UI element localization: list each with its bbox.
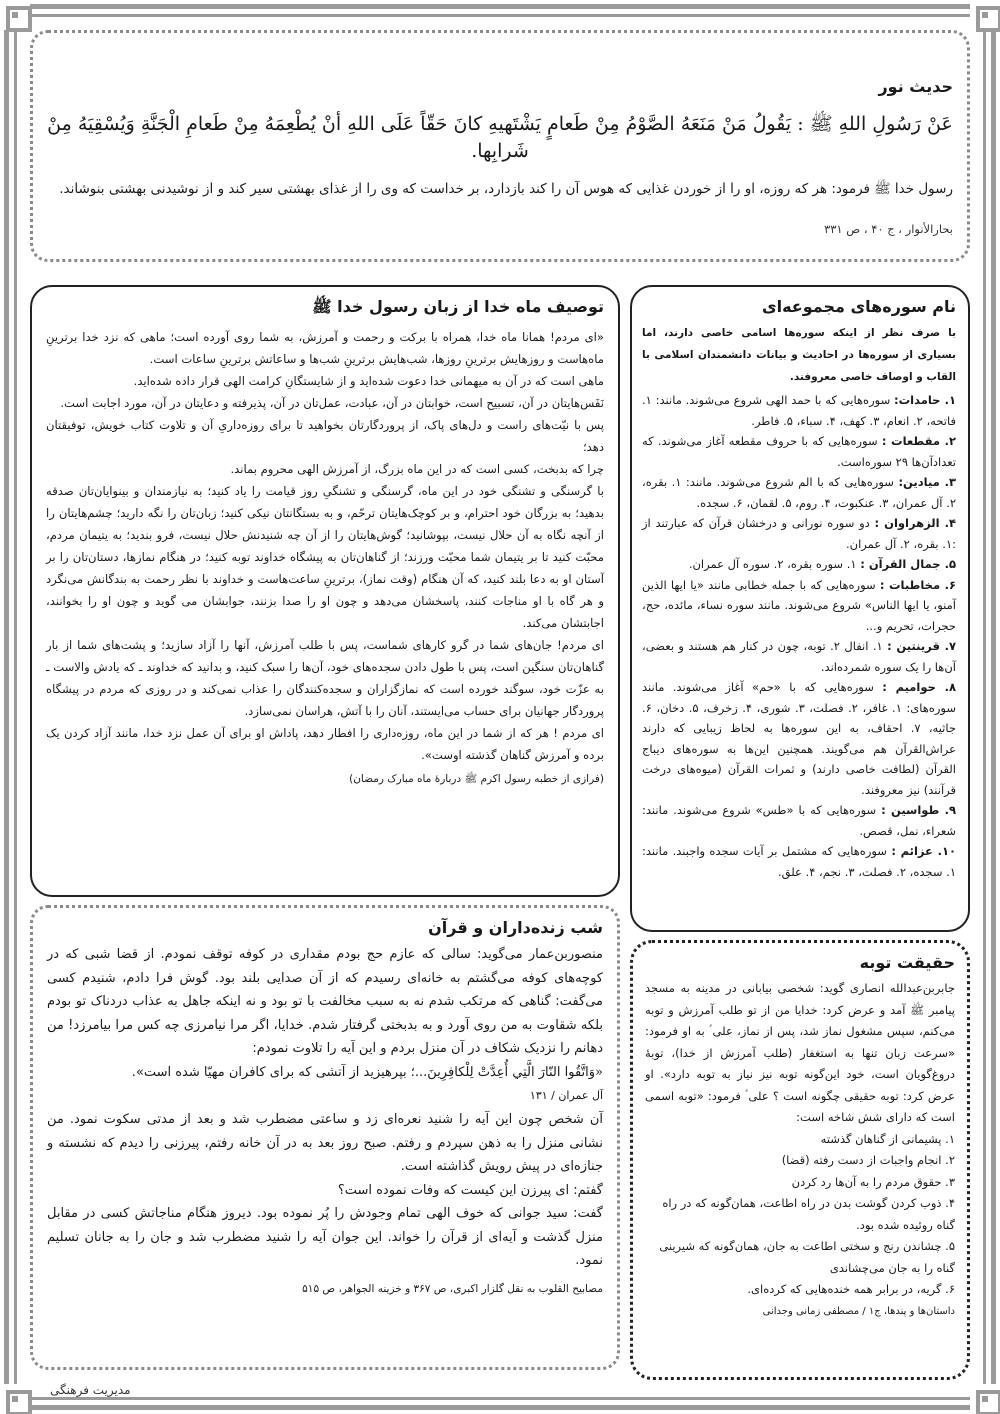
- surah-item-text: ۱. انفال ۲. توبه، چون در کنار هم هستند و بعضی، آن‌ها را یک سوره شمرده‌اند.: [642, 639, 956, 674]
- ramadan-description-section: [30, 285, 620, 897]
- night-vigil-paragraph: آن شخص چون این آیه را شنید نعره‌ای زد و ساعتی مضطرب شد و بعد از مدتی سکوت نمود. من نشانی منزل را به ذهن سپردم و رفتم. صبح روز بعد به در آن خانه رفتم، پیرزنی را دیدم که نشسته و جنازه‌ای در پیش رویش گذاشته است.: [47, 1112, 603, 1174]
- surah-names-intro: با صرف نظر از اینکه سوره‌ها اسامی خاصی دارند، اما بسیاری از سوره‌ها در احادیث و بیانات دانشمندان اسلامی با القاب و اوصاف خاصی معروفند.: [642, 327, 956, 383]
- surah-item-label: ۱. حامدات:: [894, 393, 956, 407]
- surah-item-label: ۹. طواسین :: [881, 803, 957, 817]
- night-vigil-paragraph: منصوربن‌عمار می‌گوید: سالی که عازم حج بودم مقداری در کوفه توقف نمودم. از قضا شبی که در کوچه‌های کوفه می‌گشتم به خانه‌ای رسیدم که از آن صدایی بلند بود. گوش فرا دادم، شنیدم کسی می‌گفت: گناهی که مرتکب شدم نه به سبب مخالفت با تو بود و نه اینکه جاهل به عذاب دردناک تو بودم بلکه شقاوت به من روی آورد و به بدبختی گرفتار شدم. خدایا، اگر مرا نیامرزی چه کس مرا بیامرزد! من دهانم را نزدیک شکاف در آن منزل بردم و این آیه را تلاوت نمودم:: [47, 947, 603, 1056]
- hadith-title: حدیث نور: [878, 77, 953, 96]
- surah-list-item: [642, 575, 956, 637]
- hadith-section: [30, 30, 970, 262]
- surah-names-section: [630, 285, 970, 932]
- surah-list-item: [642, 390, 956, 431]
- quran-verse-arabic: «وَاتَّقُوا النّارَ الَّتِي أُعِدَّتْ لِلْكافِرِينَ...؛: [410, 1064, 603, 1080]
- night-vigil-paragraph: گفتم: ای پیرزن این کیست که وفات نموده است؟: [337, 1182, 603, 1198]
- surah-list-item: [642, 472, 956, 513]
- surah-item-text: سوره‌هایی که مشتمل بر آیات سجده واجبند. مانند: ۱. سجده، ۲. فصلت، ۳. نجم، ۴. علق.: [642, 844, 956, 879]
- corner-ornament-icon: [970, 1384, 1000, 1414]
- surah-list-item: [642, 677, 956, 800]
- surah-item-label: ۳. میادین:: [898, 475, 956, 489]
- corner-ornament-icon: [0, 1384, 30, 1414]
- corner-ornament-icon: [0, 0, 30, 30]
- surah-item-label: ۴. الزهراوان :: [874, 516, 957, 530]
- tawbah-source: داستان‌ها و پندها، ج۱ / مصطفی زمانی وجدانی: [762, 1305, 955, 1317]
- surah-list-item: [642, 513, 956, 554]
- surah-list-item: [642, 841, 956, 882]
- surah-item-text: دو سوره نورانی و درخشان قرآن که عبارتند از :۱. بقره، ۲. آل عمران.: [642, 516, 956, 551]
- surah-item-text: سوره‌هایی که با حمد الهی شروع می‌شوند. مانند: ۱. فاتحه، ۲. انعام، ۳. کهف، ۴. سباء، ۵. فاطر.: [642, 393, 956, 428]
- surah-item-text: سوره‌هایی که با «حم» آغاز می‌شوند. مانند سوره‌های: ۱. غافر، ۲. فصلت، ۳. شوری، ۴. زخرف، ۵. دخان، ۶. جاثیه، ۷. احقاف، به این سوره‌ها به لحاظ زیبایی که دارند عراش‌القرآن هم می‌گویند. همچنین این‌ها به سوره‌های دیباج القرآن (لطافت خاصی دارند) و ثمرات القرآن (میوه‌های درخت قرآنند) نیز معروفند.: [642, 680, 956, 797]
- tawbah-branch-item: ۴. ذوب کردن گوشت بدن در راه اطاعت، همان‌گونه که در راه گناه روئیده شده بود.: [662, 1196, 955, 1232]
- quran-verse-reference: آل عمران / ۱۳۱: [529, 1089, 603, 1102]
- quran-verse-translation: بپرهیزید از آتشی که برای کافران مهیّا شده است».: [131, 1064, 407, 1080]
- tawbah-branch-item: ۲. انجام واجبات از دست رفته (قضا): [781, 1153, 955, 1167]
- hadith-translation: رسول خدا ﷺ فرمود: هر که روزه، او را از خوردن غذایی که هوس آن را کند بازدارد، بر خداست که وی را از غذای بهشتی سیر کند و از نوشیدنی بهشتی بنوشاند.: [59, 181, 953, 197]
- surah-item-text: سوره‌هایی که با الم شروع می‌شوند. مانند: ۱. بقره، ۲. آل عمران، ۳. عنکبوت، ۴. روم، ۵. لقمان، ۶. سجده.: [642, 475, 956, 510]
- quran-verse: [47, 1061, 603, 1085]
- tawbah-section: [630, 940, 970, 1380]
- surah-item-text: ۱. سوره بقره، ۲. سوره آل عمران.: [688, 557, 857, 571]
- night-vigil-section: [30, 905, 620, 1370]
- surah-list-item: [642, 800, 956, 841]
- tawbah-body: جابربن‌عبدالله انصاری گوید: شخصی بیابانی در مدینه به مسجد پیامبر ﷺ آمد و عرض کرد: خدایا من از تو طلب آمرزش و توبه می‌کنم، سپس مشغول نماز شد، پس از نماز، علی ؑ به او فرمود: «سرعت زبان تنها به استغفار (طلب آمرزش از خدا)، توبهٔ دروغ‌گویان است، خود این‌گونه توبه نیز نیاز به توبه دارد». او عرض کرد: توبه حقیقی چگونه است ؟ علی ؑ فرمود: «توبه اسمی است که دارای شش شاخه است:: [645, 981, 955, 1124]
- tawbah-branch-item: ۶. گریه، در برابر همه خنده‌هایی که کرده‌ای.: [747, 1282, 955, 1296]
- corner-ornament-icon: [970, 0, 1000, 30]
- surah-item-label: ۵. جمال القرآن :: [860, 557, 956, 571]
- night-vigil-paragraph: گفت: سید جوانی که خوف الهی تمام وجودش را پُر نموده بود. دیروز هنگام مناجاتش کسی در مقابل منزل گذشت و آیه‌ای از قرآن را خواند. این جوان آیه را شنید مضطرب شد و جان را به جانان تسلیم نمود.: [47, 1206, 603, 1268]
- surah-item-label: ۷. قرینتین :: [887, 639, 956, 653]
- tawbah-title: حقیقت توبه: [859, 953, 955, 972]
- tawbah-branch-item: ۵. چشاندن رنج و سختی اطاعت به جان، همان‌گونه که شیرینی گناه را به جان می‌چشاندی: [659, 1239, 955, 1275]
- surah-names-title: نام سوره‌های مجموعه‌ای: [761, 297, 956, 316]
- surah-item-label: ۶. مخاطبات :: [879, 577, 956, 592]
- surah-item-label: ۸. حوامیم :: [882, 680, 956, 694]
- ramadan-paragraph: با گرسنگی و تشنگی خود در این ماه، گرسنگی و تشنگیِ روز قیامت را یاد کنید؛ به نیازمندان و بینوایان‌تان صدقه بدهید؛ به بزرگان خود احترام، و بر کوچک‌هایتان ترحّم، و به بستگانتان نیکی کنید؛ زبان‌تان را نگه دارید؛ چشم‌هایتان را از آنچه نگاه به آن حلال نیست، بپوشانید؛ گوش‌هایتان را از آن چه شنیدنش حلال نیست، فرو بندید؛ به یتیمان مردم، محبّت کنید تا بر یتیمان شما محبّت ورزند؛ از گناهان‌تان به پیشگاه خداوند توبه کنید؛ در هنگام نمازها، دستان‌تان را بر آستان او به دعا بلند کنید، که آن هنگام (وقت نماز)، برترینِ ساعت‌هاست و خداوند با نظر رحمت به بندگانش می‌نگرد و هر گاه با او مناجات کنند، پاسخشان می‌دهد و چون او را صدا بزنند، جوابشان می گوید و چون او را بخوانند، اجابتشان می‌کند.: [46, 484, 604, 630]
- tawbah-branch-item: ۳. حقوق مردم را به آن‌ها رد کردن: [791, 1174, 955, 1189]
- hadith-arabic-text: عَنْ رَسُولِ اللهِ ﷺ : يَقُولُ مَنْ مَنَعَهُ الصَّوْمُ مِنْ طَعامٍ يَشْتَهيهِ كانَ حَقّاً عَلَى اللهِ أنْ يُطْعِمَهُ مِنْ طَعامِ الْجَنَّةِ وَيُسْقِيَهُ مِنْ شَرابِها.: [47, 113, 953, 162]
- surah-item-label: ۱۰. عزائم :: [891, 844, 957, 858]
- ramadan-paragraph: چرا که بدبخت، کسی است که در این ماه بزرگ، از آمرزش الهی محروم بماند.: [230, 462, 604, 476]
- ramadan-paragraph: ای مردم ! هر که از شما در این ماه، روزه‌داری را افطار دهد، پاداش او برای آن عمل نزد خدا، مانند آزاد کردن یک برده و آمرزش گناهان گذشته اوست».: [46, 726, 604, 762]
- surah-list-item: [642, 554, 956, 575]
- surah-item-label: ۲. مقطعات :: [881, 434, 956, 448]
- ramadan-source: (فرازی از خطبه رسول اکرم ﷺ دربارهٔ ماه مبارک رمضان): [349, 773, 604, 785]
- surah-list-item: [642, 636, 956, 677]
- ramadan-title: توصیف ماه خدا از زبان رسول خدا ﷺ: [312, 297, 604, 316]
- ramadan-paragraph: ای مردم! جان‌های شما در گرو کارهای شماست، پس با طلب آمرزش، آنها را آزاد سازید؛ و پشت‌های شما از بار گناهان‌تان سنگین است، پس با طول دادن سجده‌های خود، آن‌ها را سبک کنید، و بدانید که خداوند ـ که یادش والاست ـ به عزّت خود، سوگند خورده است که نمازگزاران و سجده‌کنندگان را عذاب نمی‌کند و در روزی که مردم در پیشگاه پروردگار جهانیان برای حساب می‌ایستند، آنان را با آتش، هراسان نمی‌سازد.: [46, 638, 604, 718]
- hadith-source: بحارالأنوار ، ج ۴۰ ، ص ۳۳۱: [824, 222, 953, 236]
- ramadan-paragraph: «ای مردم! همانا ماه خدا، همراه با برکت و رحمت و آمرزش، به شما روی آورده است؛ ماهی که نزد خدا برترینِ ماه‌هاست و روزهایش برترینِ روزها، شب‌هایش برترینِ شب‌ها و ساعاتش برترینِ ساعات است.: [46, 330, 604, 366]
- tawbah-branches-list: [645, 1129, 955, 1301]
- surah-item-text: سوره‌هایی که با جمله خطابی مانند «یا ایها الذین آمنو، یا ایها الناس» شروع می‌شوند. مانند سوره نساء، مائده، حج، حجرات، تحریم و...: [642, 577, 956, 633]
- ramadan-paragraph: پس با نیّت‌های راست و دل‌های پاک، از پروردگارتان بخواهید تا برای روزه‌داریِ آن و تلاوت کتاب خویش، توفیقتان دهد؛: [46, 418, 604, 454]
- night-vigil-title: شب زنده‌داران و قرآن: [428, 918, 603, 937]
- night-vigil-source: مصابیح القلوب به نقل گلزار اکبری، ص ۳۶۷ و خزینه الجواهر، ص ۵۱۵: [302, 1282, 603, 1295]
- ramadan-paragraph: نَفَس‌هایتان در آن، تسبیح است، خوابتان در آن، عبادت، عمل‌تان در آن، پذیرفته و دعایتان در آن، مورد اجابت است.: [60, 396, 604, 410]
- surah-item-text: سوره‌هایی که با حروف مقطعه آغاز می‌شوند. که تعدادآن‌ها ۲۹ سوره‌است.: [642, 434, 956, 469]
- tawbah-branch-item: ۱. پشیمانی از گناهان گذشته: [820, 1131, 955, 1146]
- surah-list-item: [642, 431, 956, 472]
- footer-label: مدیریت فرهنگی: [50, 1383, 131, 1397]
- surah-item-text: سوره‌هایی که با «طس» شروع می‌شوند. مانند: شعراء، نمل، قصص.: [642, 803, 956, 838]
- ramadan-paragraph: ماهی است که در آن به میهمانی خدا دعوت شده‌اید و از شایستگانِ کرامت الهی قرار داده شده‌اید.: [133, 374, 604, 388]
